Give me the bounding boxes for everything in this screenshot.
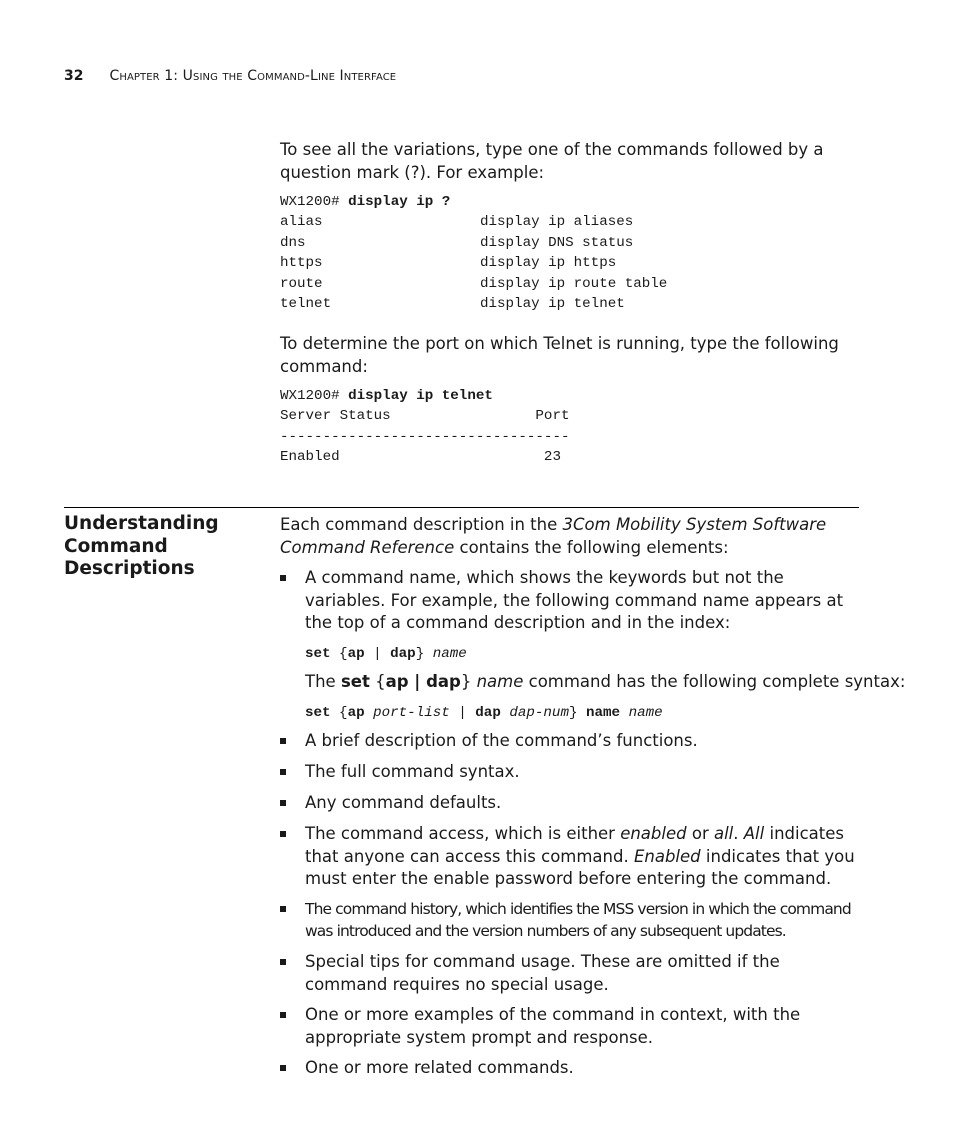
list-item-text (305, 823, 860, 891)
list-item (280, 567, 860, 635)
list-item-text: Special tips for command usage. These are omitted if the command requires no special usage. (305, 952, 780, 994)
access-text: . (733, 824, 744, 843)
section-intro-text-end: contains the following elements: (454, 537, 729, 557)
code-output-key: https (280, 255, 323, 272)
code-output-value: Enabled 23 (280, 449, 561, 466)
code-output-key: dns (280, 234, 306, 251)
running-header (64, 68, 396, 84)
syntax-variable: name (620, 705, 663, 721)
syntax-keyword: name (586, 705, 621, 721)
code-output-desc: display ip https (480, 255, 617, 272)
list-item-text: Any command defaults. (305, 793, 502, 812)
bullet-icon (280, 800, 286, 806)
bullet-icon (280, 769, 286, 775)
bullet-icon (280, 575, 286, 581)
syntax-paragraph (305, 671, 905, 694)
list-item-text: A brief description of the command’s functions. (305, 731, 698, 750)
list-item (280, 823, 860, 891)
list-item-text: A command name, which shows the keywords but not the variables. For example, the following command name appears at the top of a command description and in the index: (305, 568, 844, 632)
list-item (280, 792, 860, 815)
syntax-brace: } (415, 646, 433, 662)
list-item (280, 1057, 860, 1080)
intro-paragraph: To see all the variations, type one of the commands followed by a question mark (?). For example: (280, 140, 824, 182)
code-output-row (280, 294, 860, 314)
list-item (280, 951, 860, 996)
syntax-para-text-end: command has the following complete syntax: (523, 672, 906, 691)
syntax-variable: port-list (364, 705, 450, 721)
syntax-keyword: dap (390, 646, 416, 662)
bullet-icon (280, 959, 286, 965)
list-item (280, 898, 860, 942)
syntax-para-text: The (305, 672, 341, 691)
syntax-keyword: ap (347, 705, 365, 721)
syntax-keyword: dap (475, 705, 501, 721)
access-text: or (686, 824, 714, 843)
code-command: display ip ? (348, 194, 451, 210)
list-item (280, 761, 860, 784)
list-item-text: One or more related commands. (305, 1058, 574, 1077)
code-output-desc: display ip telnet (480, 296, 625, 313)
page-number: 32 (64, 68, 84, 84)
section-rule (64, 507, 859, 508)
running-title: Chapter 1: Using the Command-Line Interface (109, 68, 397, 84)
syntax-para-keyword: dap (426, 672, 461, 691)
access-term: All (743, 824, 765, 843)
syntax-para-brace: { (369, 672, 386, 691)
syntax-keyword: set (305, 646, 331, 662)
code-output-header: Server Status Port (280, 408, 570, 425)
code-prompt-line (280, 192, 860, 212)
syntax-para-pipe: | (408, 672, 427, 691)
list-item (280, 1004, 860, 1049)
code-example-display-ip (280, 192, 860, 314)
code-output (280, 212, 860, 314)
access-term: Enabled (633, 846, 701, 866)
list-item (280, 730, 860, 753)
syntax-keyword: ap (347, 646, 365, 662)
syntax-keyword: set (305, 705, 331, 721)
bullet-icon (280, 906, 286, 912)
syntax-separator: | (364, 646, 391, 662)
code-example-display-telnet (280, 386, 860, 468)
syntax-variable: dap-num (500, 705, 569, 721)
code-output-desc: display DNS status (480, 234, 634, 251)
command-name-syntax (305, 644, 467, 664)
code-output-divider: ---------------------------------- (280, 428, 570, 445)
code-output-row (280, 253, 860, 273)
syntax-para-brace: } (460, 672, 477, 691)
complete-syntax (305, 703, 663, 723)
code-output-desc: display ip route table (480, 275, 668, 292)
syntax-para-variable: name (476, 672, 524, 691)
bullet-icon (280, 1012, 286, 1018)
syntax-para-keyword: ap (385, 672, 409, 691)
section-intro-text: Each command description in the (280, 515, 563, 534)
code-output-row (280, 274, 860, 294)
access-term: enabled (620, 824, 687, 843)
access-term: all (713, 824, 734, 843)
code-prompt: WX1200# (280, 194, 349, 210)
access-text: indicates that you must enter the enable password before entering the command. (305, 846, 855, 888)
syntax-brace: { (330, 646, 348, 662)
section-heading: Understanding Command Descriptions (64, 513, 219, 579)
code-output-key: telnet (280, 296, 332, 313)
telnet-paragraph: To determine the port on which Telnet is running, type the following command: (280, 334, 839, 376)
bullet-icon (280, 1065, 286, 1071)
code-output-row (280, 212, 860, 232)
code-output-key: alias (280, 214, 323, 231)
list-item-text: One or more examples of the command in context, with the appropriate system prompt and response. (305, 1005, 801, 1047)
syntax-para-keyword: set (340, 672, 370, 691)
access-text: The command access, which is either (305, 824, 621, 843)
bullet-icon (280, 831, 286, 837)
list-item-text: The command history, which identifies the MSS version in which the command was introduced and the version numbers of any subsequent updates. (305, 900, 851, 940)
syntax-variable: name (432, 646, 467, 662)
code-output-row (280, 233, 860, 253)
section-intro (280, 514, 860, 559)
bullet-icon (280, 738, 286, 744)
syntax-separator: | (449, 705, 476, 721)
code-output-desc: display ip aliases (480, 214, 634, 231)
syntax-brace: } (568, 705, 586, 721)
syntax-brace: { (330, 705, 348, 721)
code-prompt: WX1200# (280, 388, 349, 404)
code-prompt-line (280, 386, 860, 406)
code-command: display ip telnet (348, 388, 493, 404)
code-output-key: route (280, 275, 323, 292)
access-text: indicates that anyone can access this command. (305, 824, 844, 866)
list-item-text: The full command syntax. (305, 762, 520, 781)
book-title: 3Com Mobility System Software Command Reference (280, 515, 827, 557)
